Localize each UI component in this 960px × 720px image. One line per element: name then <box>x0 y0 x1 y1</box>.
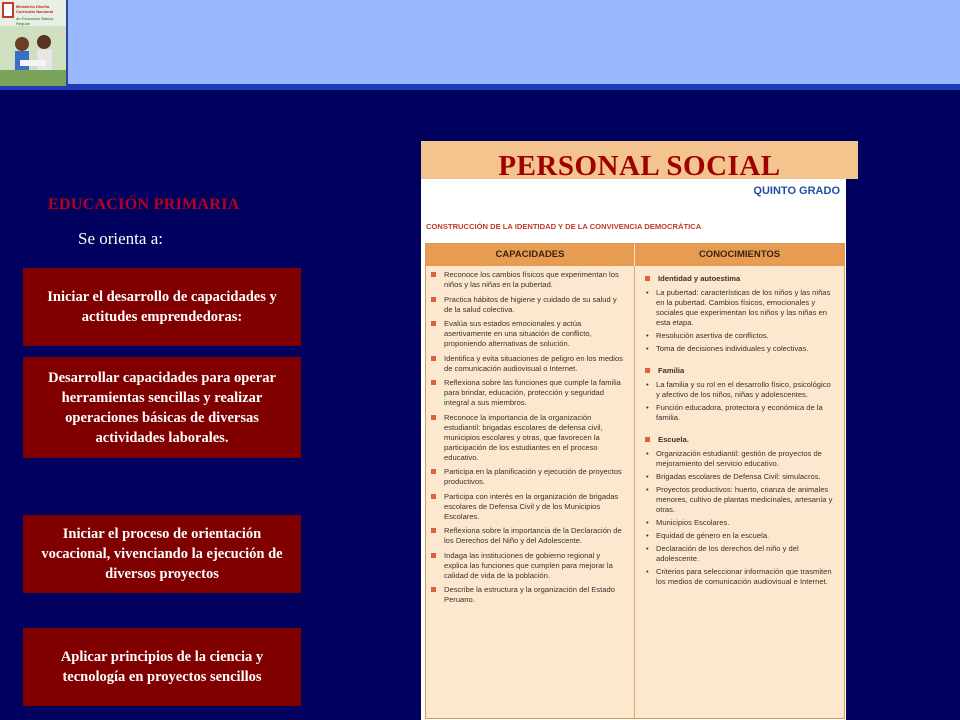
bullet-icon <box>431 272 436 277</box>
bullet-icon <box>645 368 650 373</box>
bullet-icon <box>645 276 650 281</box>
goal-box-2: Desarrollar capacidades para operar herramientas sencillas y realizar operaciones básicas de diversas actividades laborales. <box>23 357 301 458</box>
conocimiento-item: • Función educadora, protectora y económica de la familia. <box>646 403 823 422</box>
conocimiento-item: • La familia y su rol en el desarrollo físico, psicológico y afectivo de los niños, niñas y adolescentes. <box>646 380 831 399</box>
conocimiento-item: • Municipios Escolares. <box>646 518 730 527</box>
goal-box-4: Aplicar principios de la ciencia y tecnología en proyectos sencillos <box>23 628 301 706</box>
conocimiento-item: • Toma de decisiones individuales y colectivas. <box>646 344 809 353</box>
curriculum-table <box>425 243 845 719</box>
bullet-icon <box>431 469 436 474</box>
conocimientos-column <box>644 270 836 590</box>
grade-label: QUINTO GRADO <box>753 185 840 197</box>
capacidad-item: Reconoce la importancia de la organización estudiantil: brigadas escolares de defensa civil, municipios escolares y otras, que favorecen la participación de los estudiantes en el proceso educativo. <box>430 413 624 463</box>
bullet-icon <box>431 553 436 558</box>
group-title-familia: Familia <box>644 366 836 376</box>
conocimiento-item: • Brigadas escolares de Defensa Civil: simulacros. <box>646 472 821 481</box>
group-title-identidad: Identidad y autoestima <box>644 274 836 284</box>
education-primary-heading: EDUCACIÓN PRIMARIA <box>48 196 240 213</box>
bullet-icon <box>431 297 436 302</box>
conocimiento-item: • La pubertad: características de los niños y las niñas en la pubertad. Cambios físicos, emocionales y sociales que experimentan los niños y las niñas en esta etapa. <box>646 288 831 327</box>
goal-box-3: Iniciar el proceso de orientación vocacional, vivenciando la ejecución de diversos proyectos <box>23 515 301 593</box>
ministry-logo <box>0 0 68 86</box>
header-divider <box>0 84 960 90</box>
goal-box-1: Iniciar el desarrollo de capacidades y actitudes emprendedoras: <box>23 268 301 346</box>
logo-title: Ministerio Diseño Curricular Nacional <box>16 4 53 14</box>
capacidad-item: Indaga las instituciones de gobierno regional y explica las funciones que cumplen para mejorar la calidad de vida de la población. <box>430 551 624 581</box>
bullet-icon <box>431 415 436 420</box>
section-title: CONSTRUCCIÓN DE LA IDENTIDAD Y DE LA CONVIVENCIA DEMOCRÁTICA <box>426 222 702 231</box>
bullet-icon <box>431 356 436 361</box>
bullet-icon <box>431 528 436 533</box>
capacidad-item: Reflexiona sobre las funciones que cumple la familia para brindar, educación, protección y seguridad integral a sus miembros. <box>430 378 624 408</box>
conocimiento-item: • Resolución asertiva de conflictos. <box>646 331 769 340</box>
conocimiento-item: • Equidad de género en la escuela. <box>646 531 770 540</box>
capacidad-item: Participa con interés en la organización de brigadas escolares de Defensa Civil y de los Municipios Escolares. <box>430 492 624 522</box>
capacidad-item: Identifica y evita situaciones de peligro en los medios de comunicación audiovisual o Internet. <box>430 354 624 374</box>
capacidad-item: Reflexiona sobre la importancia de la Declaración de los Derechos del Niño y del Adolescente. <box>430 526 624 546</box>
bullet-icon <box>431 494 436 499</box>
capacidad-item: Evalúa sus estados emocionales y actúa asertivamente en una situación de conflicto, proponiendo alternativas de solución. <box>430 319 624 349</box>
conocimiento-item: • Organización estudiantil: gestión de proyectos de mejoramiento del servicio educativo. <box>646 449 822 468</box>
conocimiento-item: • Criterios para seleccionar información que trasmiten los medios de comunicación audiovisual e Internet. <box>646 567 832 586</box>
conocimiento-item: • Proyectos productivos: huerto, crianza de animales menores, cultivo de plantas medicinales, artesanía y otras. <box>646 485 833 514</box>
capacidad-item: Practica hábitos de higiene y cuidado de su salud y de la salud colectiva. <box>430 295 624 315</box>
logo-subtitle: de Educación Básica Regular <box>16 16 54 26</box>
capacidad-item: Describe la estructura y la organización del Estado Peruano. <box>430 585 624 605</box>
capacidad-item: Reconoce los cambios físicos que experimentan los niños y las niñas en la pubertad. <box>430 270 624 290</box>
capacidad-item: Participa en la planificación y ejecución de proyectos productivos. <box>430 467 624 487</box>
conocimiento-item: • Declaración de los derechos del niño y del adolescente. <box>646 544 799 563</box>
conocimientos-header: CONOCIMIENTOS <box>635 244 844 266</box>
personal-social-banner: PERSONAL SOCIAL <box>421 141 858 179</box>
curriculum-page <box>421 179 846 720</box>
bullet-icon <box>431 380 436 385</box>
bullet-icon <box>431 321 436 326</box>
column-divider <box>634 266 635 718</box>
bullet-icon <box>431 587 436 592</box>
capacidades-header: CAPACIDADES <box>426 244 634 266</box>
header-bar <box>0 0 960 84</box>
group-title-escuela: Escuela. <box>644 435 836 445</box>
bullet-icon <box>645 437 650 442</box>
orientation-subheading: Se orienta a: <box>78 229 163 248</box>
children-photo-icon <box>0 0 66 86</box>
capacidades-column <box>430 270 624 610</box>
